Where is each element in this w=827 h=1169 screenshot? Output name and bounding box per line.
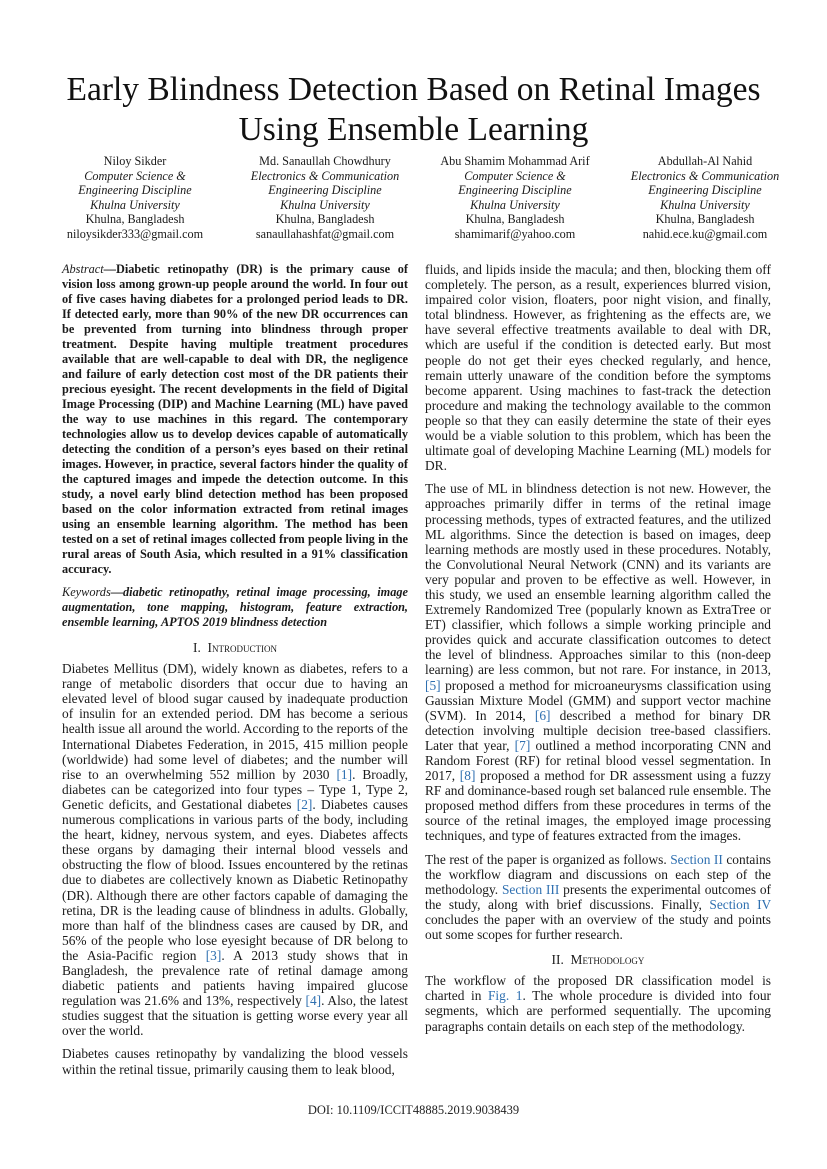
author-name: Abdullah-Al Nahid xyxy=(657,154,753,168)
author-block xyxy=(230,154,420,242)
author-name: Abu Shamim Mohammad Arif xyxy=(440,154,590,168)
abstract-text: —Diabetic retinopathy (DR) is the primary cause of vision loss among grown-up people around the world. In four out of five cases having diabetes for a prolonged period leads to DR. If detected early, more than 90% of the new DR occurrences can be prevented from turning into blindness through proper treatment. Despite having multiple treatment procedures available that are well-capable to deal with DR, the negligence and failure of early detection cost most of the DR patients their precious eyesight. The recent developments in the field of Digital Image Processing (DIP) and Machine Learning (ML) have paved the way to use machines in this regard. The contemporary technologies allow us to develop devices capable of automatically detecting the condition of a person’s eyes based on their retinal images. However, in practice, several factors hinder the quality of the captured images and impede the detection outcome. In this study, a novel early blind detection method has been proposed based on the color information extracted from retinal images using an ensemble learning algorithm. The method has been tested on a set of retinal images collected from people living in the rural areas of South Asia, which resulted in a 91% classification accuracy. xyxy=(62,262,408,576)
author-university: Khulna University xyxy=(90,197,180,212)
keywords-label: Keywords xyxy=(62,585,111,599)
abstract-label: Abstract xyxy=(62,262,104,276)
doi-footer: DOI: 10.1109/ICCIT48885.2019.9038439 xyxy=(307,1103,520,1117)
intro-paragraph-2-end: fluids, and lipids inside the macula; and then, blocking them off completely. The person, as a result, experiences blurred vision, impaired color vision, floaters, poor night vision, and finally, total blindness. However, as frightening as the effects are, we have several effective treatments available to deal with DR, which are useful if the condition is detected early. But most people do not get their eyes checked regularly, and hence, remain utterly unaware of the condition before the symptoms become apparent. Using machines to fast-track the detection procedure and making the technology available to the common people so that they can easily determine the state of their eyes would be a viable solution to this problem, which has been the ultimate goal of developing Machine Learning (ML) models for DR. xyxy=(425,262,771,474)
author-department: Electronics & Communication xyxy=(630,168,780,183)
figure-link[interactable]: Fig. 1 xyxy=(487,988,523,1004)
text-run: The rest of the paper is organized as follows. xyxy=(425,851,671,867)
author-discipline: Engineering Discipline xyxy=(648,183,762,198)
author-city: Khulna, Bangladesh xyxy=(275,212,375,227)
title-line-1: Early Blindness Detection Based on Retinal Images xyxy=(66,71,761,108)
author-email[interactable]: shamimarif@yahoo.com xyxy=(454,226,576,241)
citation-link[interactable]: [7] xyxy=(514,737,531,753)
author-discipline: Engineering Discipline xyxy=(268,183,382,198)
paper-title xyxy=(0,70,827,150)
section-heading-methodology xyxy=(425,952,771,967)
left-column xyxy=(62,262,408,1085)
citation-link[interactable]: [1] xyxy=(336,766,353,782)
text-run: The workflow of the proposed DR classification model is charted in xyxy=(425,973,771,1004)
author-city: Khulna, Bangladesh xyxy=(85,212,185,227)
text-run: The use of ML in blindness detection is not new. However, the approaches primarily differ in terms of the retinal image processing methods, types of extracted features, and the utilized ML algorithms. Since the detection is based on images, deep learning methods are mostly used in these procedures. Notably, the Convolutional Neural Network (CNN) and its variants are very popular and proven to be effective as well. However, in this study, we used an ensemble learning algorithm called the Extremely Randomized Tree (popularly known as ExtraTree or ET) classifier, which follows a simple working principle and provides quick and accurate classification outcomes to detect the level of blindness. Approaches similar to this (non-deep learning) are less common, but not rare. For instance, in 2013, xyxy=(425,481,771,678)
author-block xyxy=(420,154,610,242)
author-list xyxy=(40,154,800,242)
author-university: Khulna University xyxy=(660,197,750,212)
author-department: Computer Science & xyxy=(84,168,186,183)
author-university: Khulna University xyxy=(280,197,370,212)
methodology-paragraph-1 xyxy=(425,973,771,1033)
citation-link[interactable]: [4] xyxy=(305,993,322,1009)
author-block xyxy=(40,154,230,242)
text-run: . Diabetes causes numerous complications in various parts of the body, including the heart, kidney, nervous system, and eyes. Diabetes affects these organs by damaging their internal blood vessels and obstructing the flow of blood. Issues encountered by the retinas due to diabetes are collectively known as Diabetic Retinopathy (DR). Although there are other factors capable of damaging the retina, DR is the leading cause of blindness in adults. Globally, more than half of the blindness cases are caused by DR, and 56% of the people who lose eyesight because of DR belong to the Asia-Pacific region xyxy=(62,796,409,963)
text-run: presents the experimental outcomes of the study, along with brief discussions. Finally, xyxy=(425,881,771,912)
text-run: outlined a method incorporating CNN and Random Forest (RF) for retinal blood vessel segmentation. In 2017, xyxy=(425,737,771,784)
author-department: Electronics & Communication xyxy=(250,168,400,183)
author-name: Md. Sanaullah Chowdhury xyxy=(259,154,391,168)
text-run: proposed a method for DR assessment using a fuzzy RF and dominance-based rough set balanced rule ensemble. The proposed method differs from these procedures in terms of the source of the retinal images, the employed image processing techniques, and type of features extracted from the images. xyxy=(425,768,771,844)
text-run: proposed a method for microaneurysms classification using Gaussian Mixture Model (GMM) and support vector machine (SVM). In 2014, xyxy=(425,677,771,723)
author-name: Niloy Sikder xyxy=(103,154,167,168)
text-run: . Also, the latest studies suggest that the situation is getting worse every year all over the world. xyxy=(62,993,408,1039)
author-block xyxy=(610,154,800,242)
text-run: contains the workflow diagram and discussions on each step of the methodology. xyxy=(425,851,771,897)
author-discipline: Engineering Discipline xyxy=(458,183,572,198)
right-column xyxy=(425,262,771,1042)
section-link[interactable]: Section III xyxy=(501,881,560,897)
section-link[interactable]: Section IV xyxy=(709,896,771,912)
section-title: Introduction xyxy=(207,640,277,655)
text-run: . Broadly, diabetes can be categorized into four types – Type 1, Type 2, Genetic deficits, and Gestational diabetes xyxy=(62,766,408,812)
citation-link[interactable]: [3] xyxy=(205,947,222,963)
abstract xyxy=(62,262,408,577)
author-email[interactable]: niloysikder333@gmail.com xyxy=(66,226,204,241)
citation-link[interactable]: [6] xyxy=(534,707,551,723)
author-department: Computer Science & xyxy=(464,168,566,183)
text-run: concludes the paper with an overview of the study and points out some scopes for further research. xyxy=(425,911,771,943)
citation-link[interactable]: [8] xyxy=(459,768,476,784)
author-email[interactable]: nahid.ece.ku@gmail.com xyxy=(642,226,768,241)
section-number: II. xyxy=(551,952,564,968)
author-city: Khulna, Bangladesh xyxy=(465,212,565,227)
intro-paragraph-2-start: Diabetes causes retinopathy by vandalizing the blood vessels within the retinal tissue, primarily causing them to leak blood, xyxy=(62,1046,408,1077)
citation-link[interactable]: [5] xyxy=(425,677,441,693)
keywords xyxy=(62,585,408,630)
section-heading-introduction xyxy=(62,640,408,655)
section-title: Methodology xyxy=(570,952,645,968)
keywords-text: —diabetic retinopathy, retinal image processing, image augmentation, tone mapping, histogram, feature extraction, ensemble learning, APTOS 2019 blindness detection xyxy=(62,585,408,629)
author-discipline: Engineering Discipline xyxy=(78,183,192,198)
citation-link[interactable]: [2] xyxy=(296,796,313,812)
section-number: I. xyxy=(193,640,201,655)
section-link[interactable]: Section II xyxy=(670,851,723,867)
intro-paragraph-1 xyxy=(62,661,408,1038)
author-city: Khulna, Bangladesh xyxy=(655,212,755,227)
author-university: Khulna University xyxy=(470,197,560,212)
text-run: described a method for binary DR detection involving multiple decision tree-based classifiers. Later that year, xyxy=(425,707,771,753)
text-run: Diabetes Mellitus (DM), widely known as diabetes, refers to a range of metabolic disorders that occur due to having an elevated level of blood sugar caused by inadequate production of insulin for an extended period. DM has become a serious health issue all around the world. According to the reports of the International Diabetes Federation, in 2015, 415 million people (worldwide) had some level of diabetes; and the number will rise to an overwhelming 552 million by 2030 xyxy=(62,661,408,782)
text-run: . The whole procedure is divided into four segments, which are performed sequentially. The upcoming paragraphs contain details on each step of the methodology. xyxy=(425,988,771,1034)
author-email[interactable]: sanaullahashfat@gmail.com xyxy=(255,226,395,241)
text-run: . A 2013 study shows that in Bangladesh, the prevalence rate of retinal damage among diabetic patients and patients having impaired glucose regulation was 21.6% and 13%, respectively xyxy=(62,947,409,1009)
intro-paragraph-3 xyxy=(425,481,771,843)
title-line-2: Using Ensemble Learning xyxy=(238,111,589,148)
intro-paragraph-4 xyxy=(425,852,771,943)
